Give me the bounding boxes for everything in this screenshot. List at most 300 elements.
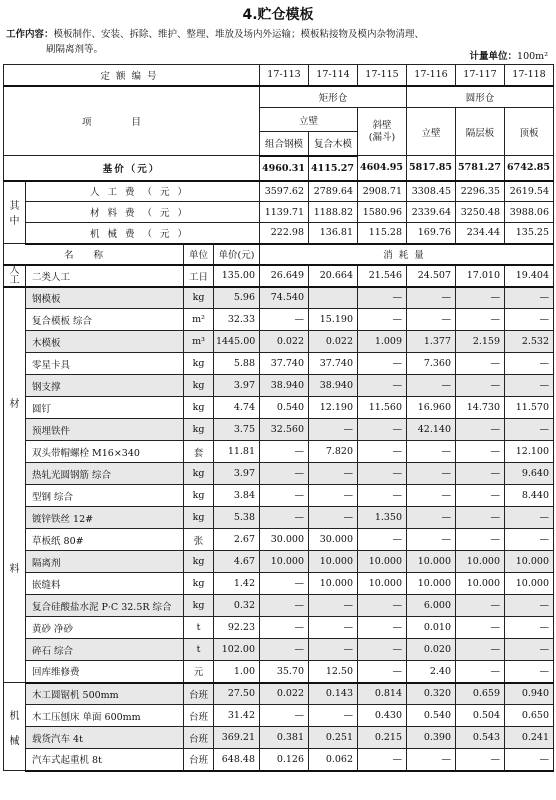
materials-value: 1.350 [358,507,407,529]
materials-value: 10.000 [358,573,407,595]
materials-value: 2.40 [407,661,456,683]
materials-value: — [358,595,407,617]
machines-value: 0.540 [407,705,456,727]
materials-value: — [407,485,456,507]
machines-unit: 台班 [184,749,214,771]
page-title: 4.贮仓模板 [242,7,314,23]
materials-value: — [407,463,456,485]
materials-value: 12.50 [309,661,358,683]
materials-value: — [358,375,407,397]
materials-value: 37.740 [309,353,358,375]
materials-value: — [505,529,554,551]
materials-value: — [358,287,407,309]
materials-value: — [260,309,309,331]
base-price-label: 基价（元） [4,156,260,181]
col-label: 隔层板 [456,108,505,156]
code-cell: 17-115 [358,65,407,86]
materials-value: — [505,353,554,375]
machines-value: 0.650 [505,705,554,727]
materials-unit: kg [184,375,214,397]
work-content-line1: 模板制作、安装、拆除、维护、整理、堆放及场内外运输；模板粘接物及模内杂物清理、 [53,29,425,40]
materials-value: 10.000 [505,551,554,573]
materials-value: 9.640 [505,463,554,485]
materials-value: — [456,463,505,485]
cost-value: 222.98 [260,223,309,244]
materials-value: — [260,639,309,661]
materials-name: 木模板 [26,331,184,353]
materials-name: 钢模板 [26,287,184,309]
materials-value [309,287,358,309]
base-price: 5817.85 [407,156,456,181]
materials-unit: kg [184,419,214,441]
materials-value: — [505,287,554,309]
materials-value: — [407,375,456,397]
materials-name: 型钢 综合 [26,485,184,507]
materials-value: — [358,353,407,375]
col-label: 组合钢模 [260,132,309,156]
machines-name: 木工圆锯机 500mm [26,683,184,705]
materials-value: — [407,287,456,309]
materials-value: — [358,485,407,507]
machines-name: 木工压刨床 单面 600mm [26,705,184,727]
materials-value: — [456,419,505,441]
materials-value: 1.377 [407,331,456,353]
table-row [4,441,554,463]
materials-unit: kg [184,551,214,573]
materials-value: — [456,661,505,683]
cost-value: 1188.82 [309,202,358,223]
table-row [4,309,554,331]
sloped-label: 斜壁 (漏斗) [358,108,407,156]
table-row [4,353,554,375]
materials-value: — [456,287,505,309]
materials-unit: kg [184,595,214,617]
materials-value: — [309,617,358,639]
machines-unit: 台班 [184,705,214,727]
materials-unit: kg [184,463,214,485]
table-row [4,331,554,353]
materials-value: 11.570 [505,397,554,419]
materials-value: 11.560 [358,397,407,419]
materials-value: 30.000 [309,529,358,551]
cost-value: 2339.64 [407,202,456,223]
table-row [4,529,554,551]
materials-price: 1.42 [214,573,260,595]
materials-value: — [505,617,554,639]
materials-name: 草板纸 80# [26,529,184,551]
materials-price: 32.33 [214,309,260,331]
materials-value: 10.000 [456,551,505,573]
materials-value: 7.360 [407,353,456,375]
machines-value: 0.143 [309,683,358,705]
materials-price: 11.81 [214,441,260,463]
table-row [4,683,554,705]
materials-price: 3.97 [214,375,260,397]
materials-value: 35.70 [260,661,309,683]
materials-value: 10.000 [309,551,358,573]
materials-value: 0.022 [260,331,309,353]
materials-value: 37.740 [260,353,309,375]
cost-label: 机械费（元） [26,223,260,244]
materials-name: 复合模板 综合 [26,309,184,331]
machines-value: 0.814 [358,683,407,705]
base-price: 5781.27 [456,156,505,181]
materials-unit: m³ [184,331,214,353]
cost-value: 1580.96 [358,202,407,223]
cost-value: 115.28 [358,223,407,244]
materials-value: 10.000 [407,573,456,595]
materials-unit: 套 [184,441,214,463]
materials-price: 3.97 [214,463,260,485]
table-row [4,595,554,617]
materials-value: — [358,309,407,331]
materials-value: 10.000 [309,573,358,595]
materials-value: — [260,441,309,463]
spacer [6,722,23,732]
table-row [4,749,554,771]
code-cell: 17-118 [505,65,554,86]
cost-value: 136.81 [309,223,358,244]
materials-value: 12.190 [309,397,358,419]
materials-unit: kg [184,353,214,375]
materials-name: 碎石 综合 [26,639,184,661]
materials-name: 复合硅酸盐水泥 P·C 32.5R 综合 [26,595,184,617]
machines-value: 0.940 [505,683,554,705]
code-cell: 17-116 [407,65,456,86]
cost-side-label-top: 其 [9,201,20,213]
code-cell: 17-113 [260,65,309,86]
materials-value: 0.020 [407,639,456,661]
code-cell: 17-114 [309,65,358,86]
base-price: 4115.27 [309,156,358,181]
code-cell: 17-117 [456,65,505,86]
machines-unit: 台班 [184,683,214,705]
materials-value: — [456,507,505,529]
machines-value: 0.659 [456,683,505,705]
materials-unit: kg [184,507,214,529]
table-row [4,485,554,507]
machines-value: — [407,749,456,771]
labor-name: 二类人工 [26,265,184,287]
materials-value: 42.140 [407,419,456,441]
table-row [4,727,554,749]
machines-value: 0.241 [505,727,554,749]
labor-value: 17.010 [456,265,505,287]
materials-value: 16.960 [407,397,456,419]
materials-value: 12.100 [505,441,554,463]
materials-price: 5.96 [214,287,260,309]
table-row [4,551,554,573]
cost-value: 2908.71 [358,181,407,202]
machines-value: 0.320 [407,683,456,705]
materials-name: 回库维修费 [26,661,184,683]
materials-value: 0.010 [407,617,456,639]
machines-side-label-top: 机 [9,710,20,722]
work-content-label: 工作内容： [6,29,54,40]
materials-unit: 元 [184,661,214,683]
materials-value: — [456,529,505,551]
materials-value: 1.009 [358,331,407,353]
table-row [4,617,554,639]
materials-price: 4.74 [214,397,260,419]
materials-unit: t [184,639,214,661]
machines-price: 369.21 [214,727,260,749]
table-row [4,573,554,595]
materials-unit: 张 [184,529,214,551]
work-content [6,27,526,57]
measure-unit-label: 计量单位： [469,51,518,62]
materials-unit: kg [184,573,214,595]
materials-name: 热轧光圆钢筋 综合 [26,463,184,485]
machines-side-label [4,683,26,771]
wall-label: 立壁 [260,108,358,132]
spacer [6,410,23,560]
labor-unit: 工日 [184,265,214,287]
materials-value: — [456,595,505,617]
cost-label: 人工费（元） [26,181,260,202]
materials-name: 圆钉 [26,397,184,419]
col-consume-label: 消耗量 [260,244,554,265]
quota-table [3,64,554,772]
materials-unit: m² [184,309,214,331]
materials-value: 0.540 [260,397,309,419]
materials-value: — [260,463,309,485]
table-row [4,639,554,661]
materials-value: — [456,639,505,661]
machines-value: 0.062 [309,749,358,771]
cost-value: 169.76 [407,223,456,244]
materials-unit: kg [184,397,214,419]
materials-name: 双头带帽螺栓 M16×340 [26,441,184,463]
materials-value: 2.159 [456,331,505,353]
materials-value: — [505,309,554,331]
materials-price: 5.38 [214,507,260,529]
materials-value: — [260,485,309,507]
machines-value: 0.504 [456,705,505,727]
materials-side-label-bottom: 料 [9,563,20,575]
materials-value: — [260,595,309,617]
machines-price: 31.42 [214,705,260,727]
materials-value: — [358,529,407,551]
materials-price: 1445.00 [214,331,260,353]
materials-value: — [309,463,358,485]
materials-name: 黄砂 净砂 [26,617,184,639]
col-label: 顶板 [505,108,554,156]
materials-value: 32.560 [260,419,309,441]
materials-side-label-top: 材 [9,398,20,410]
table-row [4,419,554,441]
materials-value: — [309,419,358,441]
materials-value: 10.000 [456,573,505,595]
materials-name: 钢支撑 [26,375,184,397]
cost-value: 234.44 [456,223,505,244]
materials-value: — [505,595,554,617]
materials-price: 3.75 [214,419,260,441]
materials-value: 8.440 [505,485,554,507]
machines-value: 0.430 [358,705,407,727]
table-row [4,397,554,419]
materials-price: 1.00 [214,661,260,683]
materials-value: 2.532 [505,331,554,353]
labor-value: 19.404 [505,265,554,287]
materials-value: — [456,353,505,375]
group-round: 圆形仓 [407,86,554,108]
col-name-label: 名称 [4,244,184,265]
materials-value: 15.190 [309,309,358,331]
table-row [4,661,554,683]
machines-value: 0.390 [407,727,456,749]
materials-value: — [309,507,358,529]
materials-name: 预埋铁件 [26,419,184,441]
materials-price: 2.67 [214,529,260,551]
materials-value: — [358,617,407,639]
materials-name: 嵌缝料 [26,573,184,595]
group-rect: 矩形仓 [260,86,407,108]
labor-price: 135.00 [214,265,260,287]
code-label: 定额编号 [4,65,260,86]
materials-value: — [407,309,456,331]
base-price: 6742.85 [505,156,554,181]
cost-side-label [4,181,26,244]
materials-value: — [358,661,407,683]
cost-value: 3308.45 [407,181,456,202]
materials-value: 30.000 [260,529,309,551]
materials-price: 5.88 [214,353,260,375]
machines-value: — [456,749,505,771]
materials-value: 10.000 [407,551,456,573]
materials-price: 92.23 [214,617,260,639]
table-row [4,463,554,485]
measure-unit [470,48,548,62]
cost-value: 2789.64 [309,181,358,202]
materials-value: 38.940 [309,375,358,397]
materials-value: — [358,419,407,441]
materials-value: — [407,529,456,551]
materials-value: — [456,375,505,397]
col-label: 复合木模 [309,132,358,156]
cost-value: 3250.48 [456,202,505,223]
labor-value: 26.649 [260,265,309,287]
cost-value: 2619.54 [505,181,554,202]
materials-value: — [456,309,505,331]
labor-value: 21.546 [358,265,407,287]
materials-name: 镀锌铁丝 12# [26,507,184,529]
materials-value: 14.730 [456,397,505,419]
materials-value: — [407,441,456,463]
table-row [4,375,554,397]
col-price-label: 单价(元) [214,244,260,265]
machines-value: — [260,705,309,727]
machines-value: 0.126 [260,749,309,771]
materials-value: — [505,507,554,529]
materials-value: 10.000 [260,551,309,573]
materials-value: — [260,617,309,639]
machines-value: 0.215 [358,727,407,749]
machines-name: 载货汽车 4t [26,727,184,749]
machines-name: 汽车式起重机 8t [26,749,184,771]
machines-value: — [309,705,358,727]
col-unit-label: 单位 [184,244,214,265]
labor-value: 24.507 [407,265,456,287]
materials-price: 4.67 [214,551,260,573]
machines-value: 0.022 [260,683,309,705]
materials-value: — [309,485,358,507]
materials-value: — [456,617,505,639]
materials-value: — [260,573,309,595]
materials-unit: kg [184,485,214,507]
materials-name: 零星卡具 [26,353,184,375]
machines-price: 648.48 [214,749,260,771]
cost-value: 3597.62 [260,181,309,202]
table-row [4,705,554,727]
table-row [4,507,554,529]
materials-value: — [505,375,554,397]
labor-value: 20.664 [309,265,358,287]
materials-value: — [456,441,505,463]
machines-value: — [358,749,407,771]
quota-table-body [4,65,554,771]
base-price: 4604.95 [358,156,407,181]
materials-price: 0.32 [214,595,260,617]
labor-side-label: 人工 [4,265,26,287]
materials-value: — [407,507,456,529]
measure-unit-value: 100m² [517,51,548,62]
materials-value: 6.000 [407,595,456,617]
machines-value: 0.381 [260,727,309,749]
base-price: 4960.31 [260,156,309,181]
materials-value: — [309,639,358,661]
cost-label: 材料费（元） [26,202,260,223]
materials-value: — [358,441,407,463]
machines-value: 0.251 [309,727,358,749]
cost-value: 1139.71 [260,202,309,223]
materials-value: 10.000 [358,551,407,573]
machines-price: 27.50 [214,683,260,705]
cost-value: 3988.06 [505,202,554,223]
materials-price: 102.00 [214,639,260,661]
materials-value: — [358,639,407,661]
materials-value: 0.022 [309,331,358,353]
materials-value: — [358,463,407,485]
materials-value: — [505,639,554,661]
materials-price: 3.84 [214,485,260,507]
machines-side-label-bottom: 械 [9,735,20,747]
work-content-line2: 刷隔离剂等。 [46,44,104,55]
materials-value: 38.940 [260,375,309,397]
cost-value: 135.25 [505,223,554,244]
materials-side-label [4,287,26,683]
materials-value: — [309,595,358,617]
materials-unit: t [184,617,214,639]
table-row [4,287,554,309]
materials-name: 隔离剂 [26,551,184,573]
materials-value: — [505,661,554,683]
materials-value: — [456,485,505,507]
col-label: 立壁 [407,108,456,156]
materials-unit: kg [184,287,214,309]
item-label: 项目 [4,86,260,156]
materials-value: 74.540 [260,287,309,309]
machines-unit: 台班 [184,727,214,749]
materials-value: — [260,507,309,529]
machines-value: 0.543 [456,727,505,749]
cost-value: 2296.35 [456,181,505,202]
materials-value: — [505,419,554,441]
materials-value: 7.820 [309,441,358,463]
materials-value: 10.000 [505,573,554,595]
machines-value: — [505,749,554,771]
cost-side-label-bottom: 中 [9,216,20,228]
